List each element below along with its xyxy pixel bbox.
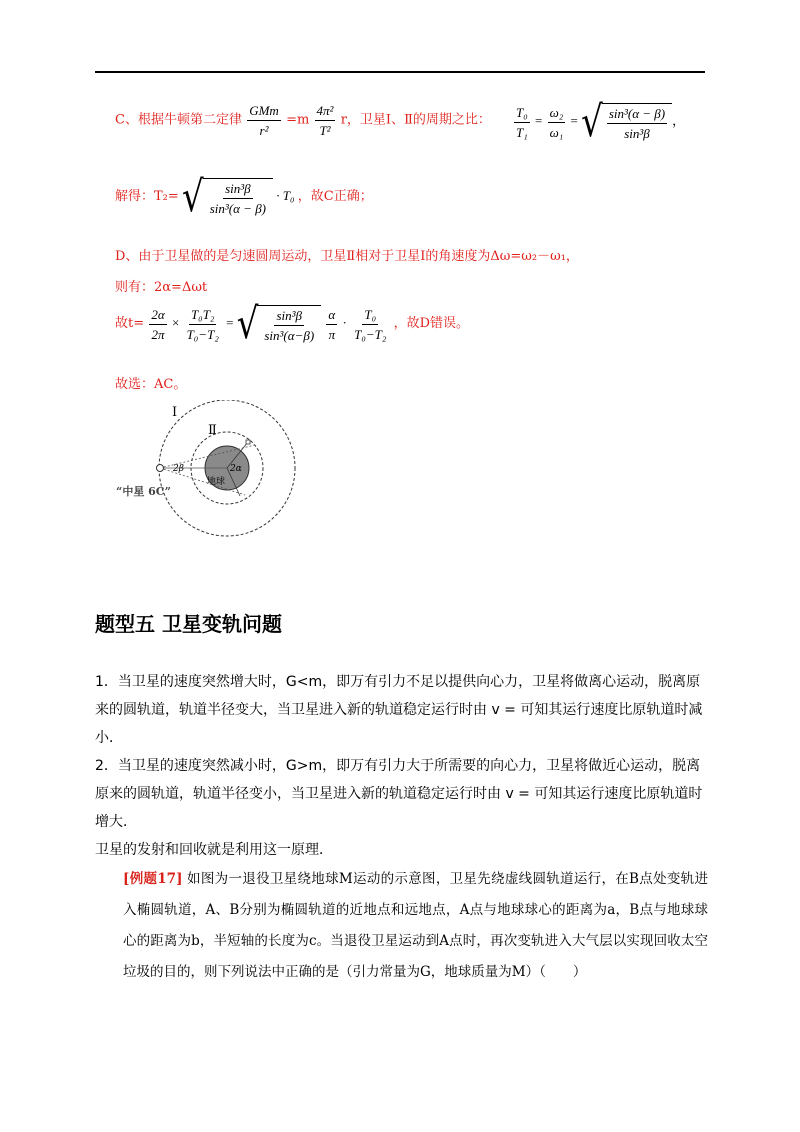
answer-line: 故选：AC。 <box>115 377 187 392</box>
satellite-2 <box>246 440 250 444</box>
example-17 <box>123 864 708 988</box>
t-line: 故t= $\frac{2\alpha}{2\pi}$ × $\frac{\text{T₀T₂}}{\text{T₀−T₂}}$ = √ $\frac{\text{sin³β}}{\text{sin³(α−β)}}$ $\frac{\alpha}{\pi}$ · $\frac{\text{T₀}}{\text{T₀−T₂}}$ ，故D错误。 <box>115 299 470 349</box>
header-rule <box>95 71 705 73</box>
satellite-1 <box>157 465 164 472</box>
solution-c-line <box>115 103 491 138</box>
example-text: 如图为一退役卫星绕地球M运动的示意图，卫星先绕虚线圆轨道运行，在B点处变轨进入椭圆轨道，A、B分别为椭圆轨道的近地点和远地点，A点与地球球心的距离为a，B点与地球球心的距离为b，半短轴的长度为c。当退役卫星运动到A点时，再次变轨进入大气层以实现回收太空垃圾的目的，则下列说法中正确的是（引力常量为G，地球质量为M）（ ） <box>123 871 708 980</box>
orbit2-label: Ⅱ <box>208 423 217 438</box>
paragraph-3: 卫星的发射和回收就是利用这一原理． <box>95 842 333 858</box>
c-frac-gmm: $\frac{\text{GMm}}{\text{r²}}$ <box>249 103 279 138</box>
c-period-ratio-text: r，卫星Ⅰ、Ⅱ的周期之比： <box>340 112 491 128</box>
angle-2alpha-label: 2α <box>230 464 242 474</box>
paragraph-1: 1．当卫星的速度突然增大时，G<m，即万有引力不足以提供向心力，卫星将做离心运动，脱离原来的圆轨道，轨道半径变大，当卫星进入新的轨道稳定运行时由 v = 可知其运行速度比原轨道时减小． <box>95 674 703 746</box>
satellite-label: “中星 6C” <box>116 485 171 498</box>
c-eq-m: =m <box>286 112 310 128</box>
d-line: D、由于卫星做的是匀速圆周运动，卫星Ⅱ相对于卫星Ⅰ的角速度为Δω=ω₂－ω₁， <box>115 249 579 264</box>
solve-prefix: 解得：T₂= <box>115 188 179 204</box>
angle-2beta-label: 2β <box>173 464 184 474</box>
c-ratio-formula: $\frac{\text{T₀}}{\text{T₁}}$ = $\frac{\text{ω₂}}{\text{ω₁}}$ = √ $\frac{\text{sin³(α − β)}}{\text{sin³β}}$ ， <box>516 97 686 147</box>
section-heading: 题型五 卫星变轨问题 <box>95 612 282 636</box>
earth-label: 地球 <box>207 477 226 487</box>
c-prefix: C、根据牛顿第二定律 <box>115 112 242 128</box>
then-line: 则有：2α=Δωt <box>115 280 208 295</box>
solve-line: 解得：T₂= √ $\frac{\text{sin³β}}{\text{sin³(α − β)}}$ · T₀ ，故C正确； <box>115 172 373 222</box>
example-tag: [例题17] <box>123 871 183 887</box>
paragraph-2: 2．当卫星的速度突然减小时，G>m，即万有引力大于所需要的向心力，卫星将做近心运动，脱离原来的圆轨道，轨道半径变小，当卫星进入新的轨道稳定运行时由 v = 可知其运行速度比原轨道时增大． <box>95 758 703 830</box>
orbit-diagram <box>110 400 330 540</box>
solve-conclusion: ，故C正确； <box>297 188 373 204</box>
c-frac-4pi2: $\frac{\text{4π²}}{\text{T²}}$ <box>316 103 334 138</box>
orbit1-label: Ⅰ <box>172 405 178 420</box>
